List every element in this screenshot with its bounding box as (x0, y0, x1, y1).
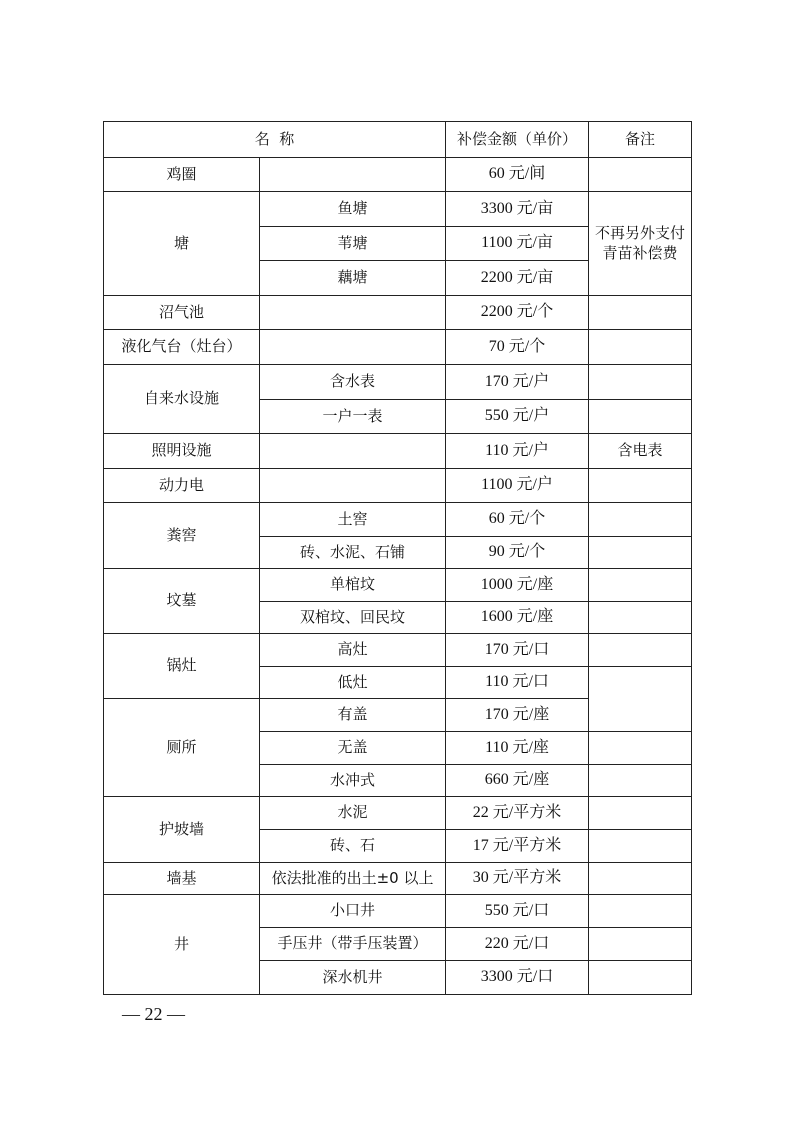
remark-cell (589, 634, 692, 667)
table-row (104, 365, 692, 400)
table-row (104, 634, 692, 667)
subcategory-cell: 鱼塘 (260, 192, 446, 227)
subcategory-cell: 单棺坟 (260, 569, 446, 602)
category-cell: 坟墓 (104, 569, 260, 634)
table-row (104, 797, 692, 830)
remark-cell: 含电表 (589, 434, 692, 469)
subcategory-cell: 土窖 (260, 503, 446, 537)
price-cell: 1600 元/座 (446, 602, 589, 634)
subcategory-cell: 砖、石 (260, 830, 446, 863)
category-cell: 厕所 (104, 699, 260, 797)
subcategory-cell: 高灶 (260, 634, 446, 667)
price-cell: 1000 元/座 (446, 569, 589, 602)
header-name: 名 称 (104, 122, 446, 158)
remark-cell (589, 732, 692, 765)
header-remark: 备注 (589, 122, 692, 158)
category-cell: 塘 (104, 192, 260, 296)
subcategory-cell (260, 296, 446, 330)
remark-cell (589, 961, 692, 995)
remark-cell (589, 330, 692, 365)
price-cell: 2200 元/个 (446, 296, 589, 330)
subcategory-cell: 水泥 (260, 797, 446, 830)
category-cell: 沼气池 (104, 296, 260, 330)
subcategory-cell: 深水机井 (260, 961, 446, 995)
category-cell: 墙基 (104, 863, 260, 895)
price-cell: 550 元/口 (446, 895, 589, 928)
remark-cell (589, 158, 692, 192)
subcategory-cell (260, 469, 446, 503)
category-cell: 锅灶 (104, 634, 260, 699)
price-cell: 22 元/平方米 (446, 797, 589, 830)
subcategory-cell: 苇塘 (260, 227, 446, 261)
price-cell: 3300 元/口 (446, 961, 589, 995)
subcategory-cell: 水冲式 (260, 765, 446, 797)
price-cell: 1100 元/亩 (446, 227, 589, 261)
remark-cell (589, 503, 692, 537)
remark-cell (589, 667, 692, 732)
price-cell: 3300 元/亩 (446, 192, 589, 227)
category-cell: 鸡圈 (104, 158, 260, 192)
price-cell: 60 元/间 (446, 158, 589, 192)
price-cell: 170 元/口 (446, 634, 589, 667)
remark-cell (589, 400, 692, 434)
subcategory-cell (260, 330, 446, 365)
subcategory-cell: 依法批准的出土±0 以上 (260, 863, 446, 895)
remark-cell (589, 365, 692, 400)
subcategory-cell: 有盖 (260, 699, 446, 732)
category-cell: 井 (104, 895, 260, 995)
category-cell: 液化气台（灶台） (104, 330, 260, 365)
remark-cell (589, 895, 692, 928)
subcategory-cell: 藕塘 (260, 261, 446, 296)
remark-cell (589, 296, 692, 330)
remark-cell: 不再另外支付青苗补偿费 (589, 192, 692, 296)
header-amount: 补偿金额（单价） (446, 122, 589, 158)
remark-cell (589, 569, 692, 602)
remark-cell (589, 863, 692, 895)
table-row (104, 863, 692, 895)
category-cell: 照明设施 (104, 434, 260, 469)
table-row (104, 296, 692, 330)
price-cell: 660 元/座 (446, 765, 589, 797)
page-number: — 22 — (122, 1004, 185, 1024)
price-cell: 110 元/口 (446, 667, 589, 699)
table-row (104, 158, 692, 192)
header-row (104, 122, 692, 158)
subcategory-cell: 双棺坟、回民坟 (260, 602, 446, 634)
subcategory-cell: 一户一表 (260, 400, 446, 434)
remark-cell (589, 469, 692, 503)
remark-cell (589, 537, 692, 569)
price-cell: 170 元/座 (446, 699, 589, 732)
price-cell: 17 元/平方米 (446, 830, 589, 863)
price-cell: 220 元/口 (446, 928, 589, 961)
subcategory-cell: 小口井 (260, 895, 446, 928)
table-row (104, 434, 692, 469)
subcategory-cell (260, 158, 446, 192)
price-cell: 60 元/个 (446, 503, 589, 537)
remark-cell (589, 797, 692, 830)
category-cell: 动力电 (104, 469, 260, 503)
table-row (104, 192, 692, 227)
price-cell: 550 元/户 (446, 400, 589, 434)
category-cell: 护坡墙 (104, 797, 260, 863)
compensation-table (103, 121, 692, 995)
remark-cell (589, 830, 692, 863)
remark-cell (589, 602, 692, 634)
category-cell: 自来水设施 (104, 365, 260, 434)
table-row (104, 895, 692, 928)
subcategory-cell: 砖、水泥、石铺 (260, 537, 446, 569)
price-cell: 70 元/个 (446, 330, 589, 365)
table-row (104, 569, 692, 602)
price-cell: 90 元/个 (446, 537, 589, 569)
subcategory-cell (260, 434, 446, 469)
price-cell: 110 元/户 (446, 434, 589, 469)
table-row (104, 330, 692, 365)
subcategory-cell: 含水表 (260, 365, 446, 400)
price-cell: 170 元/户 (446, 365, 589, 400)
subcategory-cell: 无盖 (260, 732, 446, 765)
table-row (104, 503, 692, 537)
price-cell: 30 元/平方米 (446, 863, 589, 895)
table-row (104, 469, 692, 503)
price-cell: 2200 元/亩 (446, 261, 589, 296)
remark-cell (589, 765, 692, 797)
subcategory-cell: 手压井（带手压装置） (260, 928, 446, 961)
price-cell: 1100 元/户 (446, 469, 589, 503)
category-cell: 粪窖 (104, 503, 260, 569)
subcategory-cell: 低灶 (260, 667, 446, 699)
price-cell: 110 元/座 (446, 732, 589, 765)
remark-cell (589, 928, 692, 961)
